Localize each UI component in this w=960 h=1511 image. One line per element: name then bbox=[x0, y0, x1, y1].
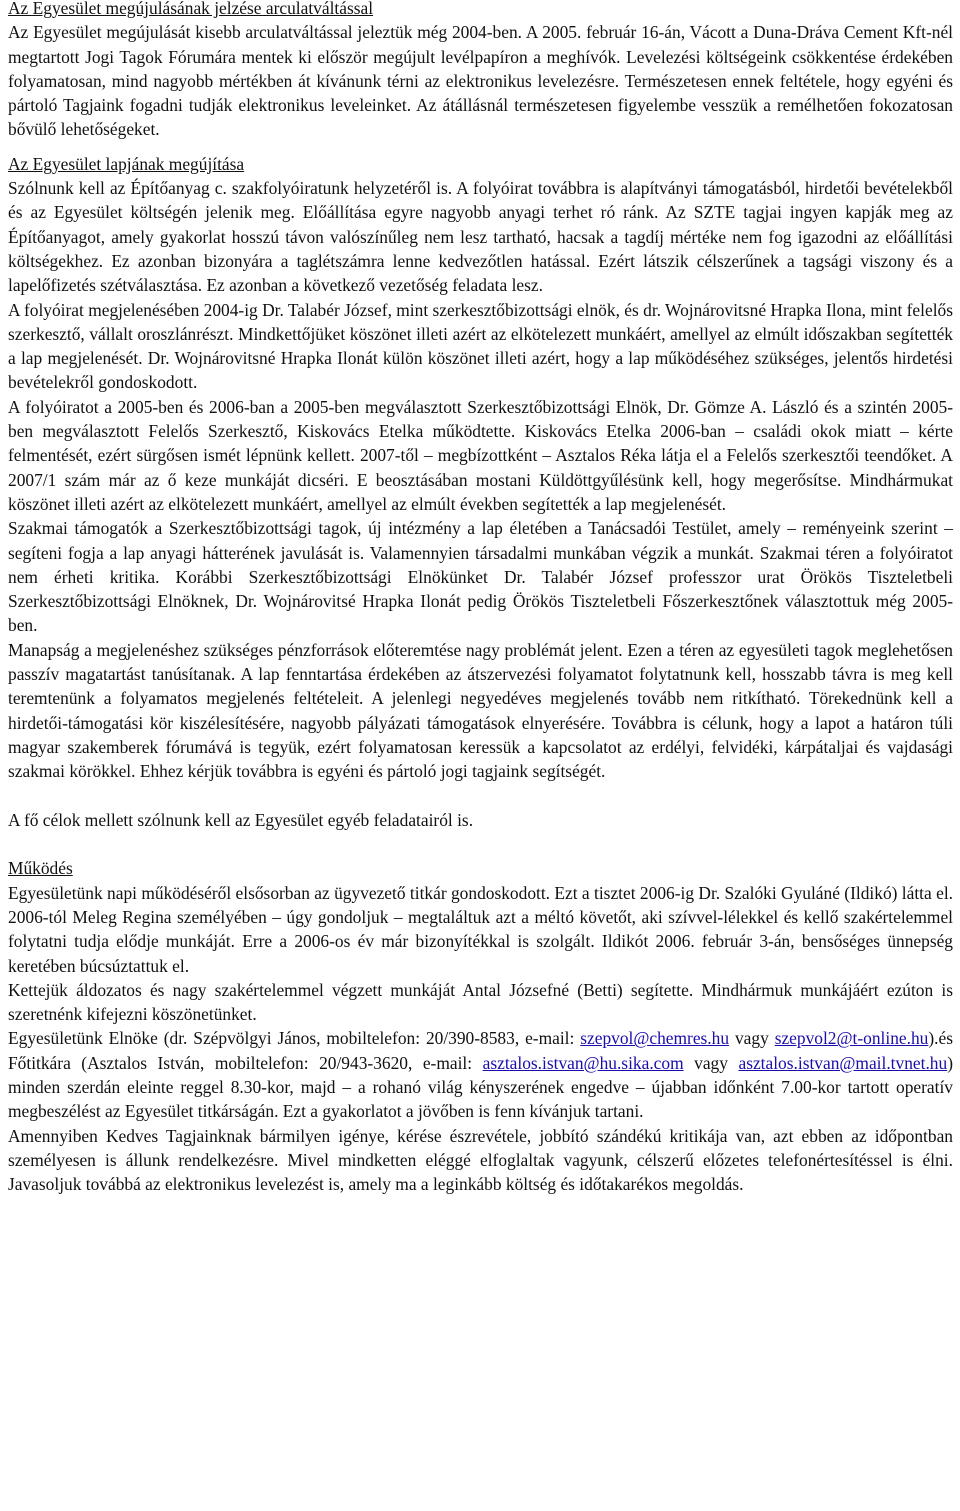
section-lap-megujitasa bbox=[8, 152, 953, 784]
paragraph: Szólnunk kell az Építőanyag c. szakfolyóiratunk helyzetéről is. A folyóirat továbbra is alapítványi támogatásból, hirdetői bevételekből és az Egyesület költségén jelenik meg. Előállítása egyre nagyobb anyagi terhet ró ránk. Az SZTE tagjai ingyen kapják meg az Építőanyagot, amely gyakorlat hosszú távon valószínűleg nem lesz tartható, hacsak a tagdíj mértéke nem fog igazodni az előállítási költségekhez. Ez azonban bizonyára a taglétszámra lenne kedvezőtlen hatással. Ezért látszik célszerűnek a tagsági viszony és a lapelőfizetés szétválasztása. Ez azonban a következő vezetőség feladata lesz. bbox=[8, 178, 953, 296]
contact-text: vagy bbox=[729, 1028, 775, 1049]
paragraph: Az Egyesület megújulását kisebb arculatváltással jeleztük még 2004-ben. A 2005. február 16-án, Vácott a Duna-Dráva Cement Kft-nél megtartott Jogi Tagok Fórumára mentek ki először megújult levélpapíron a meghívók. Levelezési költségeink csökkentése érdekében folyamatosan, mind nagyobb mértékben át kívánunk térni az elektronikus levelezésre. Természetesen ennek feltétele, hogy egyéni és pártoló Tagjaink fogadni tudják elektronikus leveleinket. Az átállásnál természetesen figyelembe vesszük a remélhetően fokozatosan bővülő lehetőségeket. bbox=[8, 22, 953, 140]
paragraph: Kettejük áldozatos és nagy szakértelemmel végzett munkáját Antal Józsefné (Betti) segítette. Mindhármuk munkájáért ezúton is szeretnénk kifejezni köszönetünket. bbox=[8, 979, 953, 1025]
paragraph: Manapság a megjelenéshez szükséges pénzforrások előteremtése nagy problémát jelent. Ezen a téren az egyesületi tagok meglehetősen passzív magatartást tanúsítanak. A lap fenntartása érdekében az átszervezési folyamatot folytatnunk kell, hosszabb távra is meg kell teremtenünk a folyamatos megjelenés feltételeit. A jelenlegi negyedéves megjelenés tovább nem ritkítható. Törekednünk kell a hirdetői-támogatási kör kiszélesítésére, nagyobb pályázati támogatások elnyerésére. Továbbra is célunk, hogy a lapot a határon túli magyar szakemberek fórumává is tegyük, ezért folyamatosan keressük a kapcsolatot az erdélyi, felvidéki, kárpátaljai és vajdasági szakmai körökkel. Ehhez kérjük továbbra is egyéni és pártoló jogi tagjaink segítségét. bbox=[8, 639, 953, 782]
section-mukodes bbox=[8, 856, 953, 1196]
paragraph: Amennyiben Kedves Tagjainknak bármilyen igénye, kérése észrevétele, jobbító szándékú kritikája van, azt ebben az időpontban személyesen is állunk rendelkezésre. Mivel mindketten eléggé elfoglaltak vagyunk, célszerű előzetes telefonértesítéssel is élni. Javasoljuk továbbá az elektronikus levelezést is, amely ma a leginkább költség és időtakarékos megoldás. bbox=[8, 1125, 953, 1195]
section-heading: Működés bbox=[8, 858, 73, 879]
contact-text: Egyesületünk Elnöke (dr. Szépvölgyi János, mobiltelefon: 20/390-8583, e-mail: bbox=[8, 1028, 581, 1049]
interlude-text: A fő célok mellett szólnunk kell az Egyesület egyéb feladatairól is. bbox=[8, 809, 474, 830]
paragraph: Egyesületünk napi működéséről elsősorban az ügyvezető titkár gondoskodott. Ezt a tisztet 2006-ig Dr. Szalóki Gyuláné (Ildikó) látta el. 2006-tól Meleg Regina személyében – úgy gondoljuk – megtaláltuk azt a méltó követőt, aki szívvel-lélekkel és kellő szakértelemmel folytatni tudja elődje munkáját. Erre a 2006-os év már bizonyítékkal is szolgált. Ildikót 2006. február 3-án, bensőséges ünnepség keretében búcsúztattuk el. bbox=[8, 882, 953, 976]
contact-text: vagy bbox=[683, 1052, 739, 1073]
paragraph: Szakmai támogatók a Szerkesztőbizottsági tagok, új intézmény a lap életében a Tanácsadói Testület, amely – reményeink szerint – segíteni fogja a lap anyagi hátterének javulását is. Valamennyien társadalmi munkában végzik a munkát. Szakmai téren a folyóiratot nem érheti kritika. Korábbi Szerkesztőbizottsági Elnökünket Dr. Talabér József professzor urat Örökös Tiszteletbeli Szerkesztőbizottsági Elnöknek, Dr. Wojnárovitsé Hrapka Ilonát pedig Örökös Tiszteletbeli Főszerkesztőnek választottuk még 2005-ben. bbox=[8, 518, 953, 636]
contact-text: ) minden szerdán eleinte reggel 8.30-kor, majd – a rohanó világ kényszerének engedve – újabban időnként 7.00-kor tartott operatív megbeszélést az Egyesület titkárságán. Ezt a gyakorlatot a jövőben is fenn kívánjuk tartani. bbox=[8, 1052, 953, 1122]
section-heading: Az Egyesület megújulásának jelzése arculatváltással bbox=[8, 0, 374, 18]
section-heading: Az Egyesület lapjának megújítása bbox=[8, 153, 245, 174]
contact-paragraph bbox=[8, 1026, 953, 1123]
paragraph: A folyóiratot a 2005-ben és 2006-ban a 2005-ben megválasztott Szerkesztőbizottsági Elnök, Dr. Gömze A. László és a szintén 2005-ben megválasztott Felelős Szerkesztő, Kiskovács Etelka működtette. Kiskovács Etelka 2006-ban – családi okok miatt – kérte felmentését, ezért sürgősen ismét lépnünk kellett. 2007-től – megbízottként – Asztalos Réka látja el a Felelős szerkesztői teendőket. A 2007/1 szám már az ő keze munkáját dicséri. E beosztásában mostani Küldöttgyűlésünk kell, hogy megerősítse. Mindhármukat köszönet illeti azért az elkötelezett munkáért, amellyel az elmúlt években segítették a lap megjelenését. bbox=[8, 396, 953, 514]
paragraph: A folyóirat megjelenésében 2004-ig Dr. Talabér József, mint szerkesztőbizottsági elnök, és dr. Wojnárovitsné Hrapka Ilona, mint felelős szerkesztő, vállalt oroszlánrészt. Mindkettőjüket köszönet illeti azért az elkötelezett munkáért, amellyel az elmúlt időszakban segítették a lap megjelenését. Dr. Wojnárovitsné Hrapka Ilonát külön köszönet illeti azért, hogy a lap működéséhez szükséges, jelentős hirdetési bevételekről gondoskodott. bbox=[8, 299, 953, 393]
email-link[interactable]: asztalos.istvan@mail.tvnet.hu bbox=[738, 1052, 948, 1073]
section-arculatvaltas bbox=[8, 0, 953, 142]
email-link[interactable]: szepvol@chemres.hu bbox=[580, 1028, 730, 1049]
email-link[interactable]: asztalos.istvan@hu.sika.com bbox=[482, 1052, 684, 1073]
email-link[interactable]: szepvol2@t-online.hu bbox=[774, 1028, 929, 1049]
contact-text: ).és Főtitkára (Asztalos István, mobiltelefon: 20/943-3620, e-mail: bbox=[8, 1028, 953, 1073]
